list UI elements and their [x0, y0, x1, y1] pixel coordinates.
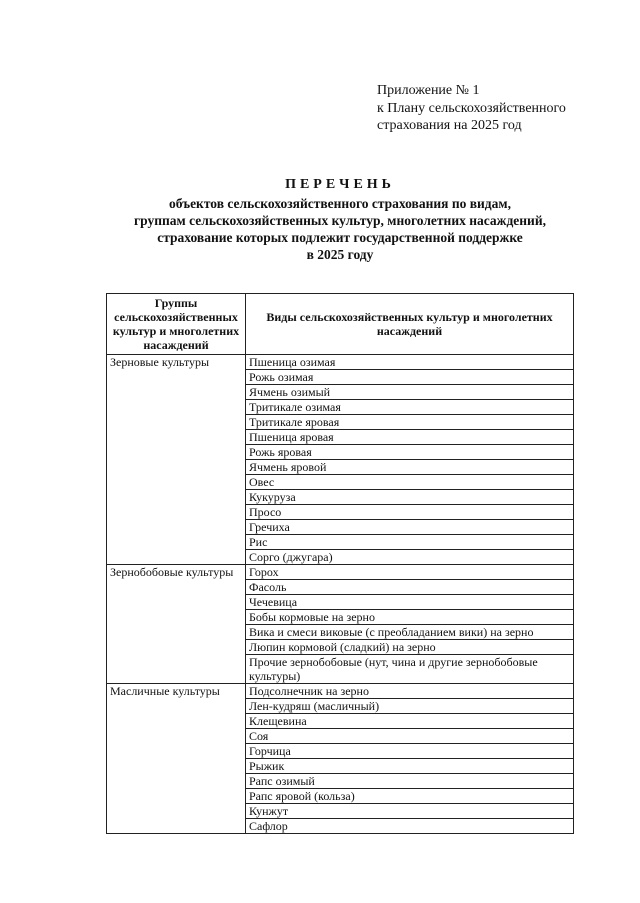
crop-item-cell: Просо	[246, 505, 574, 520]
title-line-1: объектов сельскохозяйственного страхования по видам,	[169, 196, 511, 211]
header-types: Виды сельскохозяйственных культур и многолетних насаждений	[246, 294, 574, 355]
crop-item-cell: Подсолнечник на зерно	[246, 684, 574, 699]
crop-item-cell: Рис	[246, 535, 574, 550]
crop-item-cell: Рапс озимый	[246, 774, 574, 789]
crop-item-cell: Сорго (джугара)	[246, 550, 574, 565]
group-name-cell: Масличные культуры	[107, 684, 246, 834]
group-name-cell: Зернобобовые культуры	[107, 565, 246, 684]
crop-item-cell: Фасоль	[246, 580, 574, 595]
crop-item-cell: Пшеница яровая	[246, 430, 574, 445]
crop-item-cell: Кукуруза	[246, 490, 574, 505]
crop-item-cell: Горох	[246, 565, 574, 580]
table-row	[107, 684, 574, 699]
crop-item-cell: Тритикале яровая	[246, 415, 574, 430]
crop-item-cell: Прочие зернобобовые (нут, чина и другие зернобобовые культуры)	[246, 655, 574, 684]
crop-item-cell: Пшеница озимая	[246, 355, 574, 370]
crop-item-cell: Люпин кормовой (сладкий) на зерно	[246, 640, 574, 655]
crop-item-cell: Овес	[246, 475, 574, 490]
header-groups: Группы сельскохозяйственных культур и многолетних насаждений	[107, 294, 246, 355]
group-name-cell: Зерновые культуры	[107, 355, 246, 565]
document-title	[60, 176, 620, 263]
title-line-2: группам сельскохозяйственных культур, многолетних насаждений,	[134, 213, 546, 228]
crop-item-cell: Чечевица	[246, 595, 574, 610]
crop-item-cell: Бобы кормовые на зерно	[246, 610, 574, 625]
title-line-3: страхование которых подлежит государственной поддержке	[157, 230, 523, 245]
appendix-line-2: к Плану сельскохозяйственного	[377, 100, 566, 116]
crop-item-cell: Ячмень яровой	[246, 460, 574, 475]
crop-item-cell: Рыжик	[246, 759, 574, 774]
crop-item-cell: Лен-кудряш (масличный)	[246, 699, 574, 714]
crop-item-cell: Сафлор	[246, 819, 574, 834]
appendix-line-1: Приложение № 1	[377, 83, 480, 98]
crop-item-cell: Соя	[246, 729, 574, 744]
crop-item-cell: Клещевина	[246, 714, 574, 729]
crops-table	[106, 293, 574, 834]
table-row	[107, 565, 574, 580]
crop-item-cell: Кунжут	[246, 804, 574, 819]
crop-item-cell: Рожь яровая	[246, 445, 574, 460]
crop-item-cell: Гречиха	[246, 520, 574, 535]
table-row	[107, 355, 574, 370]
crop-item-cell: Горчица	[246, 744, 574, 759]
crop-item-cell: Рожь озимая	[246, 370, 574, 385]
crop-item-cell: Вика и смеси виковые (с преобладанием вики) на зерно	[246, 625, 574, 640]
crop-item-cell: Ячмень озимый	[246, 385, 574, 400]
table-header-row	[107, 294, 574, 355]
title-line-4: в 2025 году	[306, 247, 374, 262]
appendix-note	[377, 82, 566, 135]
crop-item-cell: Тритикале озимая	[246, 400, 574, 415]
crop-item-cell: Рапс яровой (кольза)	[246, 789, 574, 804]
title-main: ПЕРЕЧЕНЬ	[285, 177, 395, 192]
appendix-line-3: страхования на 2025 год	[377, 118, 522, 133]
table-body	[107, 355, 574, 834]
